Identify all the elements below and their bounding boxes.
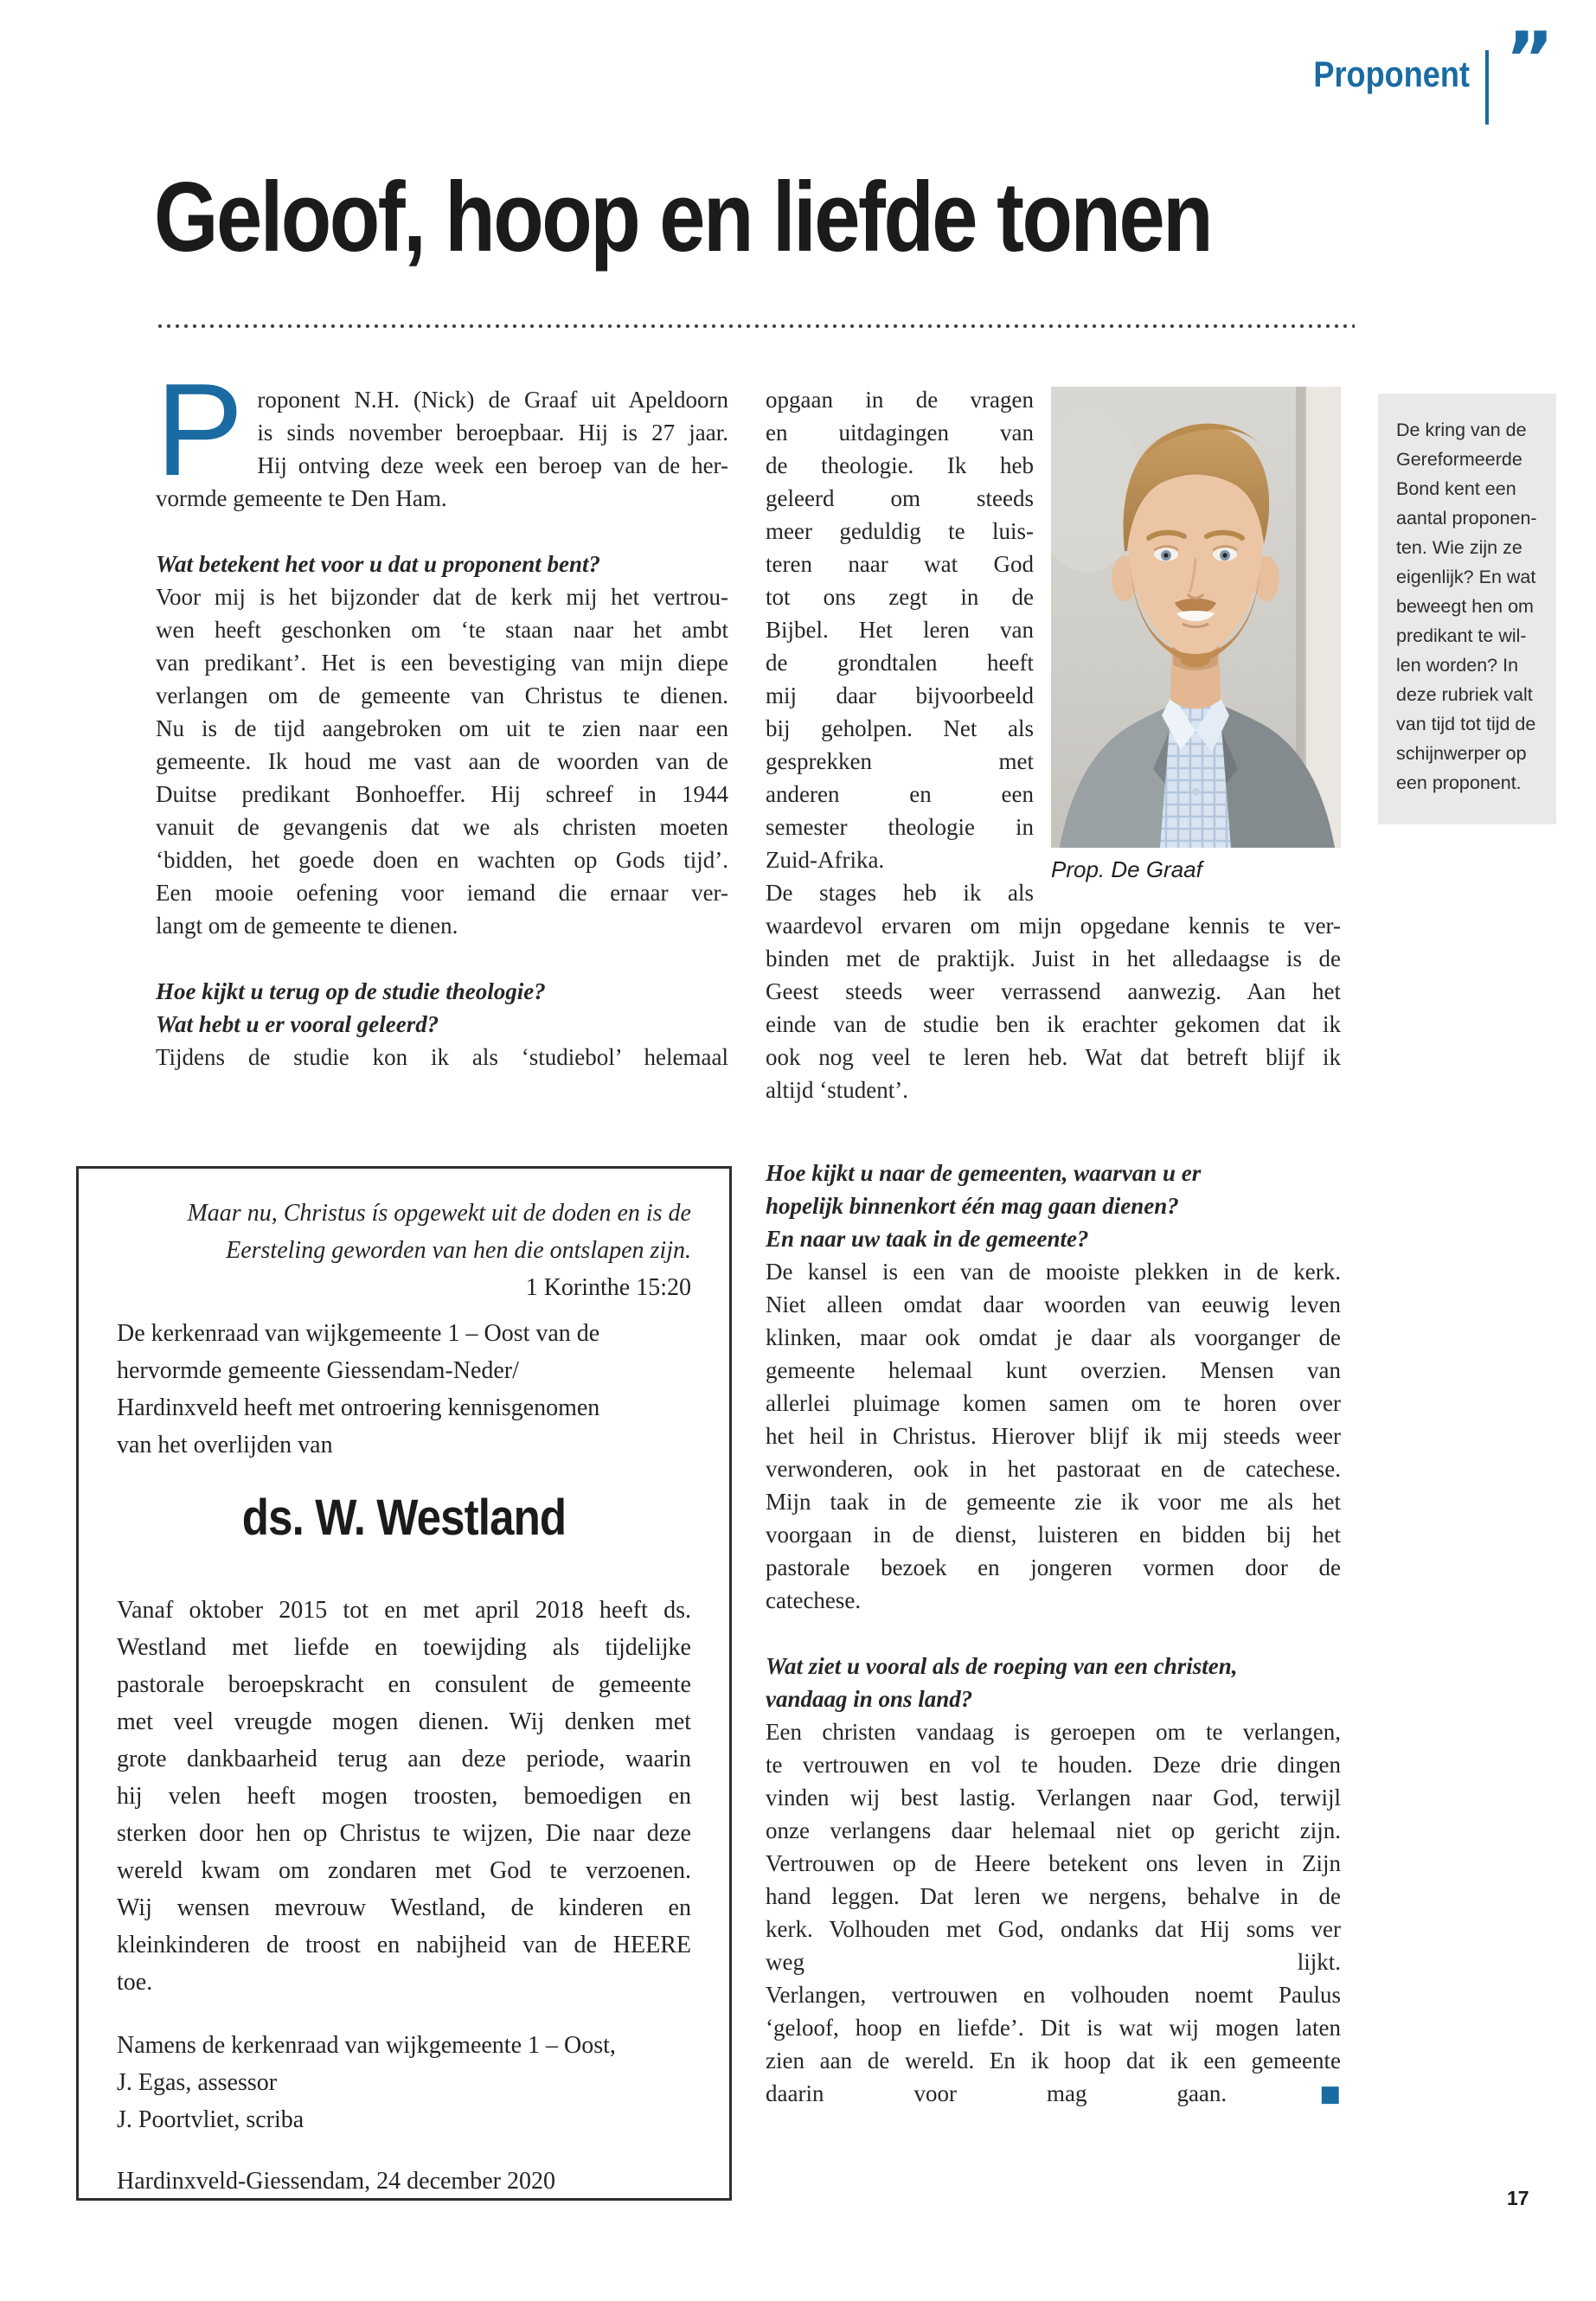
intro-paragraph [156, 356, 728, 515]
drop-cap: P [156, 356, 244, 503]
header-divider [1485, 50, 1489, 125]
question-3-answer: De kansel is een van de mooiste plekken in de kerk. Niet alleen omdat daar woorden van eeuwig leven klinken, maar ook omdat je daar als voorganger de gemeente helemaal kunt overzien. Mensen van allerlei pluimage komen samen om te horen over het heil in Christus. Hierover blijf ik mij steeds weer verwonderen, ook in het pastoraat en de catechese. Mijn taak in de gemeente zie ik voor me als het voorgaan in de dienst, luisteren en bidden bij het pastorale bezoek en jongeren vormen door de catechese. [766, 1259, 1341, 1613]
question-2-answer-start: Tijdens de studie kon ik als ‘studiebol’ helemaal [156, 1044, 728, 1070]
question-2-heading: Hoe kijkt u terug op de studie theologie? Wat hebt u er vooral geleerd? [156, 978, 546, 1037]
closing-text: daarin voor mag gaan. [766, 2080, 1227, 2106]
study-answer-beside-photo: opgaan in de vragen en uitdagingen van de theologie. Ik heb geleerd om steeds meer geduldig te luis- teren naar wat God tot ons zegt in de Bijbel. Het leren van de grondtalen heeft mij daar bijvoorbeeld bij geholpen. Net als gesprekken met anderen en een semester theologie in Zuid-Afrika. [766, 387, 1034, 873]
intro-lines: roponent N.H. (Nick) de Graaf uit Apeldoorn is sinds november beroepbaar. Hij is 27 jaar. Hij ontving deze week een beroep van de her- vormde gemeente te Den Ham. [156, 387, 728, 511]
quote-icon: ” [1505, 16, 1554, 103]
question-4-answer-part2: Verlangen, vertrouwen en volhouden noemt Paulus ‘geloof, hoop en liefde’. Dit is wat wij mogen laten zien aan de wereld. En ik hoop dat ik een gemeente [766, 1982, 1341, 2073]
memorial-body: Vanaf oktober 2015 tot en met april 2018 heeft ds. Westland met liefde en toewijding als tijdelijke pastorale beroepskracht en consulent de gemeente met veel vreugde mogen dienen. Wij denken met grote dankbaarheid terug aan deze periode, waarin hij velen heeft mogen troosten, bemoedigen en sterken door hen op Christus te wijzen, Die naar deze wereld kwam om zondaren met God te verzoenen. Wij wensen mevrouw Westland, de kinderen en kleinkinderen de troost en nabijheid van de HEERE toe. [117, 1597, 691, 1996]
question-1-heading: Wat betekent het voor u dat u proponent bent? [156, 551, 601, 577]
study-answer-below-photo: De stages heb ik als waardevol ervaren om mijn opgedane kennis te ver- binden met de praktijk. Juist in het alledaagse is de Geest steeds weer verrassend aanwezig. Aan het einde van de studie ben ik erachter gekomen dat ik ook nog veel te leren heb. Wat dat betreft blijf ik altijd ‘student’. [766, 880, 1341, 1103]
memorial-signatures: Namens de kerkenraad van wijkgemeente 1 – Oost, J. Egas, assessor J. Poortvliet, scriba [117, 2032, 616, 2133]
question-4-answer-part1: Een christen vandaag is geroepen om te verlangen, te vertrouwen en vol te houden. Deze drie dingen vinden wij best lastig. Verlangen naar God, terwijl onze verlangens daar helemaal niet op gericht zijn. Vertrouwen op de Heere betekent ons leven in Zijn hand leggen. Dat leren we nergens, behalve in de kerk. Volhouden met God, ondanks dat Hij soms ver weg lijkt. [766, 1719, 1341, 1975]
dotted-rule [156, 324, 1355, 329]
article-closing-line [766, 2077, 1341, 2111]
question-4-heading: Wat ziet u vooral als de roeping van een christen, vandaag in ons land? [766, 1653, 1238, 1712]
question-3-heading: Hoe kijkt u naar de gemeenten, waarvan u er hopelijk binnenkort één mag gaan dienen? En naar uw taak in de gemeente? [766, 1160, 1202, 1252]
article-column-right [766, 383, 1341, 2111]
end-mark-icon: ■ [1235, 2081, 1341, 2107]
portrait-figure [1051, 387, 1341, 884]
rubric-sidebar: De kring van de Gereformeerde Bond kent een aantal proponen- ten. Wie zijn ze eigenlijk? En wat beweegt hen om predikant te wil- len worden? In deze rubriek valt van tijd tot tijd de schijnwerper op een proponent. [1378, 394, 1556, 824]
memorial-notice [76, 1166, 732, 2201]
memorial-scripture-quote: Maar nu, Christus ís opgewekt uit de doden en is de Eersteling geworden van hen die ontslapen zijn. [187, 1200, 691, 1264]
article-column-left [156, 356, 728, 1074]
section-label: Proponent [1313, 54, 1470, 94]
memorial-intro: De kerkenraad van wijkgemeente 1 – Oost van de hervormde gemeente Giessendam-Neder/ Hardinxveld heeft met ontroering kennisgenomen van het overlijden van [117, 1320, 600, 1458]
page-number: 17 [1507, 2187, 1529, 2209]
memorial-scripture-reference: 1 Korinthe 15:20 [525, 1274, 691, 1301]
question-1-answer: Voor mij is het bijzonder dat de kerk mij het vertrou- wen heeft geschonken om ‘te staan naar het ambt van predikant’. Het is een bevestiging van mijn diepe verlangen om de gemeente van Christus te dienen. Nu is de tijd aangebroken om uit te zien naar een gemeente. Ik houd me vast aan de woorden van de Duitse predikant Bonhoeffer. Hij schreef in 1944 vanuit de gevangenis dat we als christen moeten ‘bidden, het goede doen en wachten op Gods tijd’. Een mooie oefening voor iemand die ernaar ver- langt om de gemeente te dienen. [156, 584, 728, 939]
photo-caption: Prop. De Graaf [1051, 856, 1202, 882]
page-title: Geloof, hoop en liefde tonen [154, 163, 1212, 272]
memorial-name: ds. W. Westland [241, 1490, 567, 1546]
memorial-dateline: Hardinxveld-Giessendam, 24 december 2020 [117, 2168, 555, 2195]
portrait-photo [1051, 387, 1341, 848]
